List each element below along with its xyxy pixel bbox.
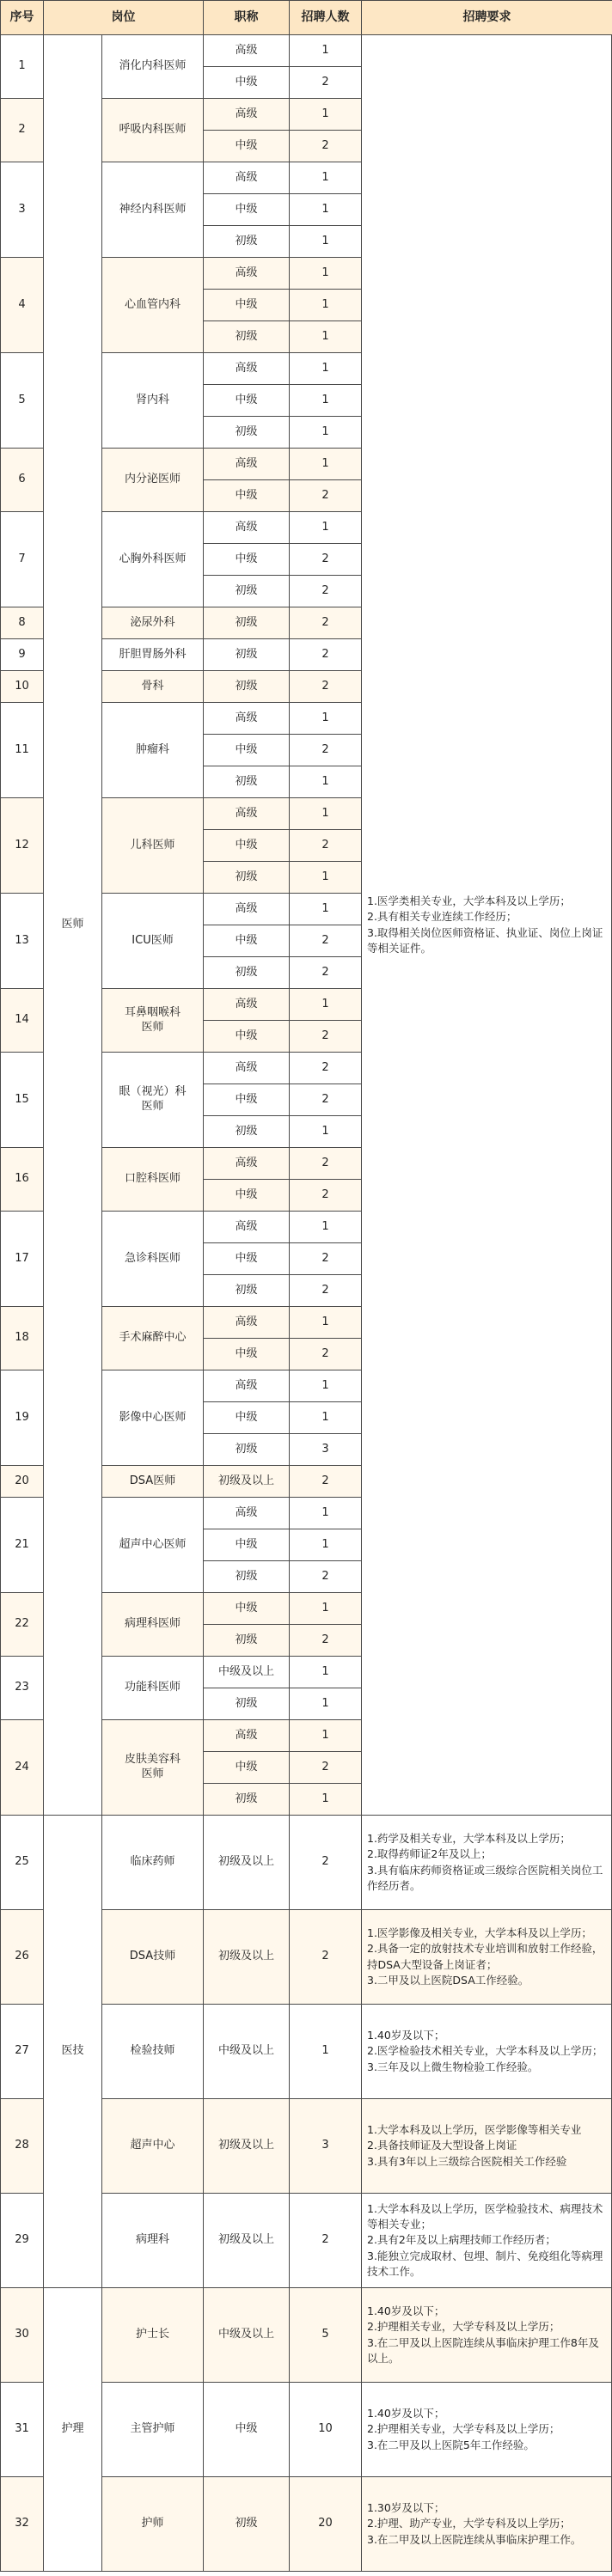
- title-level: 中级及以上: [203, 1656, 290, 1688]
- row-number: 9: [0, 638, 44, 671]
- position-name: 消化内科医师: [101, 34, 204, 99]
- header-title: 职称: [203, 0, 290, 35]
- hire-count: 1: [289, 448, 362, 480]
- position-name: 心胸外科医师: [101, 511, 204, 607]
- row-number: 12: [0, 797, 44, 894]
- title-level: 中级及以上: [203, 2287, 290, 2383]
- hire-count: 1: [289, 2004, 362, 2099]
- title-level: 高级: [203, 988, 290, 1021]
- requirements-text: 1.40岁及以下； 2.医学检验技术相关专业，大学本科及以上学历； 3.三年及以上微生物检验工作经验。: [361, 2004, 612, 2099]
- position-name: 儿科医师: [101, 797, 204, 894]
- title-level: 初级: [203, 1560, 290, 1593]
- hire-count: 1: [289, 257, 362, 290]
- hire-count: 2: [289, 1465, 362, 1498]
- requirements-text: 1.30岁及以下； 2.护理、助产专业，大学专科及以上学历； 3.在二甲及以上医院连续从事临床护理工作。: [361, 2476, 612, 2572]
- hire-count: 2: [289, 1020, 362, 1053]
- row-number: 2: [0, 98, 44, 162]
- category-label: 医技: [43, 1815, 102, 2288]
- hire-count: 1: [289, 893, 362, 925]
- title-level: 中级: [203, 543, 290, 576]
- position-name: 超声中心医师: [101, 1497, 204, 1593]
- position-name: 手术麻醉中心: [101, 1306, 204, 1370]
- row-number: 16: [0, 1147, 44, 1212]
- hire-count: 2: [289, 734, 362, 766]
- hire-count: 1: [289, 384, 362, 417]
- hire-count: 1: [289, 1306, 362, 1339]
- title-level: 初级: [203, 1624, 290, 1657]
- title-level: 高级: [203, 797, 290, 830]
- hire-count: 2: [289, 607, 362, 639]
- position-name: 眼（视光）科 医师: [101, 1052, 204, 1148]
- row-number: 3: [0, 162, 44, 258]
- row-number: 29: [0, 2193, 44, 2288]
- title-level: 高级: [203, 98, 290, 131]
- title-level: 中级: [203, 384, 290, 417]
- title-level: 中级: [203, 1084, 290, 1116]
- title-level: 中级: [203, 130, 290, 162]
- position-name: 皮肤美容科 医师: [101, 1719, 204, 1816]
- hire-count: 1: [289, 416, 362, 449]
- row-number: 30: [0, 2287, 44, 2383]
- category-label: 医师: [43, 34, 102, 1816]
- row-number: 4: [0, 257, 44, 353]
- requirements-text: 1.医学影像及相关专业，大学本科及以上学历； 2.具备一定的放射技术专业培训和放射工作经验，持DSA大型设备上岗证者； 3.二甲及以上医院DSA工作经验。: [361, 1909, 612, 2005]
- title-level: 中级: [203, 1179, 290, 1212]
- row-number: 11: [0, 702, 44, 798]
- hire-count: 2: [289, 130, 362, 162]
- hire-count: 3: [289, 1433, 362, 1466]
- hire-count: 2: [289, 543, 362, 576]
- title-level: 中级: [203, 193, 290, 226]
- hire-count: 1: [289, 289, 362, 321]
- hire-count: 2: [289, 1624, 362, 1657]
- position-name: 神经内科医师: [101, 162, 204, 258]
- title-level: 初级: [203, 320, 290, 353]
- hire-count: 2: [289, 670, 362, 703]
- title-level: 高级: [203, 1306, 290, 1339]
- title-level: 中级: [203, 1242, 290, 1275]
- row-number: 27: [0, 2004, 44, 2099]
- position-name: 骨科: [101, 670, 204, 703]
- title-level: 中级: [203, 1338, 290, 1370]
- title-level: 中级: [203, 925, 290, 957]
- hire-count: 5: [289, 2287, 362, 2383]
- title-level: 初级: [203, 416, 290, 449]
- position-name: 影像中心医师: [101, 1370, 204, 1466]
- hire-count: 1: [289, 861, 362, 894]
- header-requirements: 招聘要求: [361, 0, 612, 35]
- title-level: 高级: [203, 257, 290, 290]
- title-level: 中级: [203, 734, 290, 766]
- hire-count: 2: [289, 1052, 362, 1084]
- hire-count: 1: [289, 797, 362, 830]
- position-name: 内分泌医师: [101, 448, 204, 512]
- hire-count: 1: [289, 1783, 362, 1816]
- row-number: 26: [0, 1909, 44, 2005]
- title-level: 高级: [203, 702, 290, 735]
- title-level: 初级及以上: [203, 1465, 290, 1498]
- hire-count: 1: [289, 193, 362, 226]
- position-name: DSA医师: [101, 1465, 204, 1498]
- position-name: DSA技师: [101, 1909, 204, 2005]
- hire-count: 2: [289, 479, 362, 512]
- hire-count: 2: [289, 1338, 362, 1370]
- title-level: 初级: [203, 1115, 290, 1148]
- row-number: 28: [0, 2098, 44, 2194]
- title-level: 初级: [203, 638, 290, 671]
- position-name: 肾内科: [101, 352, 204, 449]
- hire-count: 2: [289, 66, 362, 99]
- position-name: 病理科: [101, 2193, 204, 2288]
- hire-count: 20: [289, 2476, 362, 2572]
- title-level: 高级: [203, 511, 290, 544]
- title-level: 中级: [203, 66, 290, 99]
- hire-count: 2: [289, 1179, 362, 1212]
- row-number: 21: [0, 1497, 44, 1593]
- title-level: 高级: [203, 1211, 290, 1243]
- requirements-text: 1.40岁及以下； 2.护理相关专业，大学专科及以上学历； 3.在二甲及以上医院5年工作经验。: [361, 2382, 612, 2477]
- requirements-text: 1.医学类相关专业，大学本科及以上学历； 2.具有相关专业连续工作经历； 3.取得相关岗位医师资格证、执业证、岗位上岗证等相关证件。: [361, 34, 612, 1816]
- position-name: 呼吸内科医师: [101, 98, 204, 162]
- hire-count: 1: [289, 162, 362, 194]
- position-name: ICU医师: [101, 893, 204, 989]
- title-level: 初级: [203, 1433, 290, 1466]
- title-level: 中级: [203, 1751, 290, 1784]
- position-name: 肝胆胃肠外科: [101, 638, 204, 671]
- title-level: 中级: [203, 1401, 290, 1434]
- position-name: 肿瘤科: [101, 702, 204, 798]
- title-level: 中级及以上: [203, 2004, 290, 2099]
- requirements-text: 1.40岁及以下； 2.护理相关专业，大学专科及以上学历； 3.在二甲及以上医院连续从事临床护理工作8年及以上。: [361, 2287, 612, 2383]
- title-level: 高级: [203, 1052, 290, 1084]
- hire-count: 2: [289, 1242, 362, 1275]
- hire-count: 1: [289, 1688, 362, 1720]
- title-level: 中级: [203, 1592, 290, 1625]
- position-name: 泌尿外科: [101, 607, 204, 639]
- hire-count: 3: [289, 2098, 362, 2194]
- hire-count: 1: [289, 702, 362, 735]
- position-name: 口腔科医师: [101, 1147, 204, 1212]
- row-number: 14: [0, 988, 44, 1053]
- header-position: 岗位: [43, 0, 204, 35]
- requirements-text: 1.大学本科及以上学历，医学影像等相关专业 2.具备技师证及大型设备上岗证 3.具有3年以上三级综合医院相关工作经验: [361, 2098, 612, 2194]
- row-number: 32: [0, 2476, 44, 2572]
- position-name: 检验技师: [101, 2004, 204, 2099]
- title-level: 高级: [203, 448, 290, 480]
- hire-count: 1: [289, 988, 362, 1021]
- title-level: 高级: [203, 893, 290, 925]
- hire-count: 1: [289, 1115, 362, 1148]
- title-level: 初级: [203, 1688, 290, 1720]
- row-number: 10: [0, 670, 44, 703]
- hire-count: 2: [289, 575, 362, 607]
- title-level: 中级: [203, 479, 290, 512]
- title-level: 初级: [203, 225, 290, 258]
- hire-count: 2: [289, 638, 362, 671]
- position-name: 护士长: [101, 2287, 204, 2383]
- row-number: 22: [0, 1592, 44, 1657]
- hire-count: 1: [289, 352, 362, 385]
- hire-count: 1: [289, 320, 362, 353]
- position-name: 护师: [101, 2476, 204, 2572]
- hire-count: 1: [289, 1401, 362, 1434]
- row-number: 7: [0, 511, 44, 607]
- title-level: 初级及以上: [203, 2098, 290, 2194]
- title-level: 初级: [203, 861, 290, 894]
- title-level: 高级: [203, 34, 290, 67]
- row-number: 25: [0, 1815, 44, 1910]
- title-level: 中级: [203, 1529, 290, 1561]
- title-level: 初级: [203, 670, 290, 703]
- hire-count: 2: [289, 956, 362, 989]
- hire-count: 1: [289, 1656, 362, 1688]
- row-number: 31: [0, 2382, 44, 2477]
- title-level: 高级: [203, 1497, 290, 1529]
- hire-count: 1: [289, 1497, 362, 1529]
- hire-count: 2: [289, 1274, 362, 1307]
- title-level: 初级: [203, 1274, 290, 1307]
- row-number: 17: [0, 1211, 44, 1307]
- category-label: 护理: [43, 2287, 102, 2572]
- hire-count: 1: [289, 98, 362, 131]
- row-number: 1: [0, 34, 44, 99]
- hire-count: 1: [289, 1370, 362, 1402]
- row-number: 20: [0, 1465, 44, 1498]
- row-number: 18: [0, 1306, 44, 1370]
- title-level: 中级: [203, 829, 290, 862]
- title-level: 初级及以上: [203, 1909, 290, 2005]
- row-number: 19: [0, 1370, 44, 1466]
- hire-count: 2: [289, 1147, 362, 1180]
- hire-count: 2: [289, 1084, 362, 1116]
- hire-count: 2: [289, 1815, 362, 1910]
- hire-count: 1: [289, 34, 362, 67]
- title-level: 初级: [203, 1783, 290, 1816]
- hire-count: 1: [289, 1529, 362, 1561]
- position-name: 功能科医师: [101, 1656, 204, 1720]
- position-name: 心血管内科: [101, 257, 204, 353]
- header-count: 招聘人数: [289, 0, 362, 35]
- row-number: 13: [0, 893, 44, 989]
- row-number: 23: [0, 1656, 44, 1720]
- hire-count: 1: [289, 511, 362, 544]
- title-level: 初级: [203, 766, 290, 798]
- title-level: 初级: [203, 2476, 290, 2572]
- hire-count: 1: [289, 766, 362, 798]
- title-level: 高级: [203, 352, 290, 385]
- title-level: 中级: [203, 1020, 290, 1053]
- position-name: 急诊科医师: [101, 1211, 204, 1307]
- hire-count: 2: [289, 1560, 362, 1593]
- requirements-text: 1.大学本科及以上学历，医学检验技术、病理技术等相关专业； 2.具有2年及以上病理技师工作经历者； 3.能独立完成取材、包埋、制片、免疫组化等病理技术工作。: [361, 2193, 612, 2288]
- hire-count: 2: [289, 1751, 362, 1784]
- hire-count: 1: [289, 1719, 362, 1752]
- title-level: 高级: [203, 1719, 290, 1752]
- title-level: 初级及以上: [203, 1815, 290, 1910]
- position-name: 主管护师: [101, 2382, 204, 2477]
- hire-count: 2: [289, 829, 362, 862]
- hire-count: 2: [289, 1909, 362, 2005]
- position-name: 临床药师: [101, 1815, 204, 1910]
- title-level: 初级: [203, 956, 290, 989]
- position-name: 病理科医师: [101, 1592, 204, 1657]
- row-number: 15: [0, 1052, 44, 1148]
- hire-count: 1: [289, 1592, 362, 1625]
- position-name: 耳鼻咽喉科 医师: [101, 988, 204, 1053]
- header-no: 序号: [0, 0, 44, 35]
- row-number: 24: [0, 1719, 44, 1816]
- title-level: 中级: [203, 2382, 290, 2477]
- title-level: 初级: [203, 575, 290, 607]
- title-level: 高级: [203, 162, 290, 194]
- hire-count: 10: [289, 2382, 362, 2477]
- hire-count: 2: [289, 925, 362, 957]
- title-level: 高级: [203, 1147, 290, 1180]
- hire-count: 2: [289, 2193, 362, 2288]
- title-level: 中级: [203, 289, 290, 321]
- row-number: 8: [0, 607, 44, 639]
- title-level: 高级: [203, 1370, 290, 1402]
- requirements-text: 1.药学及相关专业，大学本科及以上学历； 2.取得药师证2年及以上； 3.具有临床药师资格证或三级综合医院相关岗位工作经历者。: [361, 1815, 612, 1910]
- title-level: 初级: [203, 607, 290, 639]
- row-number: 5: [0, 352, 44, 449]
- row-number: 6: [0, 448, 44, 512]
- position-name: 超声中心: [101, 2098, 204, 2194]
- title-level: 初级及以上: [203, 2193, 290, 2288]
- hire-count: 1: [289, 225, 362, 258]
- hire-count: 1: [289, 1211, 362, 1243]
